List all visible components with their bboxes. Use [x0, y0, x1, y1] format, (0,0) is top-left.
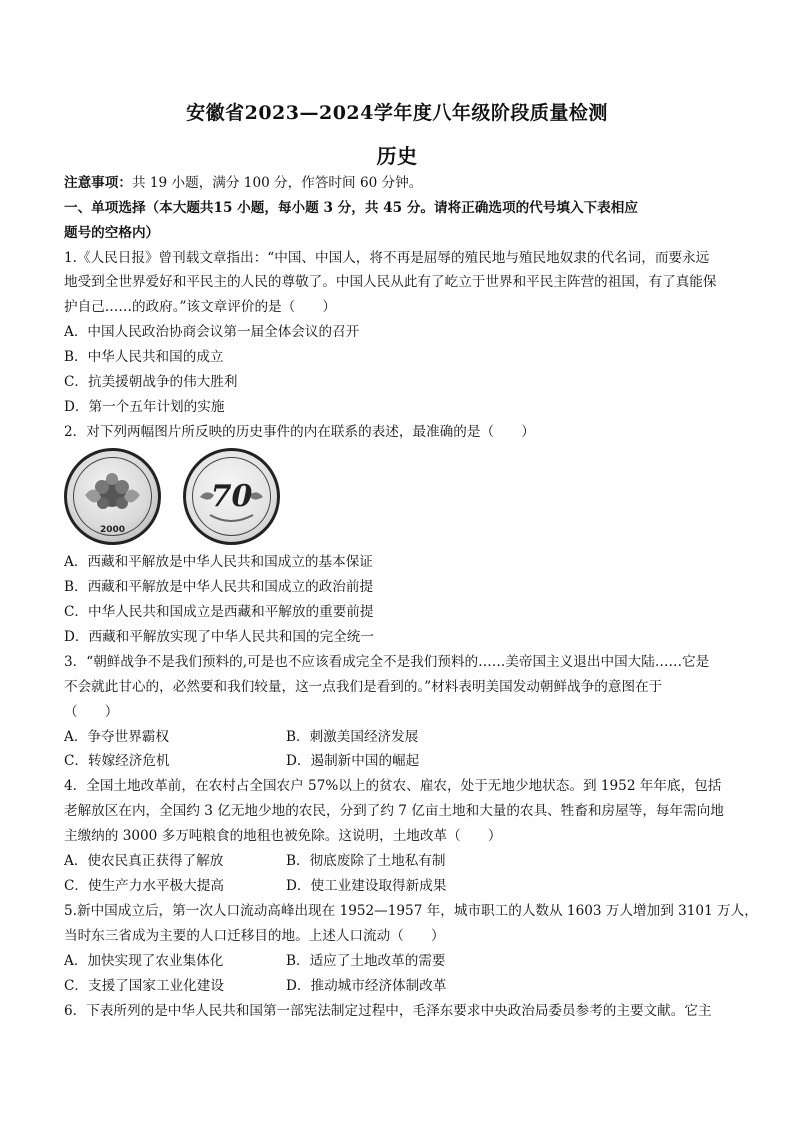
q2-option-b: B．西藏和平解放是中华人民共和国成立的政治前提	[64, 579, 374, 595]
q2-option-a: A．西藏和平解放是中华人民共和国成立的基本保证	[64, 554, 373, 570]
section-heading-line-2: 题号的空格内）	[64, 225, 160, 241]
q2-stem: 2．对下列两幅图片所反映的历史事件的内在联系的表述，最准确的是（ ）	[64, 424, 535, 440]
coin2-mark: 70	[210, 479, 253, 514]
q4-option-b: B．彻底废除了土地私有制	[286, 853, 446, 869]
commemorative-coin-image-1	[64, 448, 161, 545]
q4-stem-line-2: 老解放区在内，全国约 3 亿无地少地的农民，分到了约 7 亿亩土地和大量的农具、牲畜和房屋等，每年需向地	[64, 803, 724, 819]
q4-option-row-1	[64, 852, 744, 870]
q1-stem-line-1: 1.《人民日报》曾刊载文章指出：“中国、中国人，将不再是屈辱的殖民地与殖民地奴隶的代名词，而要永远	[64, 250, 710, 266]
q1-stem-line-2: 地受到全世界爱好和平民主的人民的尊敬了。中国人民从此有了屹立于世界和平民主阵营的祖国，有了真能保	[64, 274, 717, 290]
q1-option-b: B．中华人民共和国的成立	[64, 349, 224, 365]
q3-stem-line-2: 不会就此甘心的，必然要和我们较量，这一点我们是看到的。”材料表明美国发动朝鲜战争的意图在于	[64, 679, 663, 695]
q5-stem-line-1: 5.新中国成立后，第一次人口流动高峰出现在 1952—1957 年，城市职工的人数从 1603 万人增加到 3101 万人，	[64, 903, 758, 919]
q3-stem-line-1: 3．“朝鲜战争不是我们预料的,可是也不应该看成完全不是我们预料的……美帝国主义退出中国大陆……它是	[64, 654, 710, 670]
q4-option-d: D．使工业建设取得新成果	[286, 878, 447, 894]
q5-option-row-2	[64, 977, 744, 995]
q1-stem-line-3: 护自己……的政府。”该文章评价的是（ ）	[64, 299, 337, 315]
q4-stem-line-3: 主缴纳的 3000 多万吨粮食的地租也被免除。这说明，土地改革（ ）	[64, 828, 502, 844]
q5-option-a: A．加快实现了农业集体化	[64, 953, 224, 969]
coin1-year: 2000	[99, 525, 126, 535]
q3-option-c: C．转嫁经济危机	[64, 753, 170, 769]
q3-option-row-1	[64, 728, 744, 746]
q6-stem-line-1: 6．下表所列的是中华人民共和国第一部宪法制定过程中，毛泽东要求中央政治局委员参考的主要文献。它主	[64, 1003, 712, 1019]
q5-option-b: B．适应了土地改革的需要	[286, 953, 446, 969]
notice-label: 注意事项：	[64, 175, 132, 191]
q4-stem-line-1: 4．全国土地改革前，在农村占全国农户 57%以上的贫农、雇农，处于无地少地状态。到 1952 年年底，包括	[64, 778, 722, 794]
q5-option-d: D．推动城市经济体制改革	[286, 978, 447, 994]
q2-option-c: C．中华人民共和国成立是西藏和平解放的重要前提	[64, 604, 374, 620]
q2-option-d: D．西藏和平解放实现了中华人民共和国的完全统一	[64, 629, 374, 645]
q5-option-c: C．支援了国家工业化建设	[64, 978, 224, 994]
q3-option-row-2	[64, 752, 744, 770]
q4-option-row-2	[64, 877, 744, 895]
q5-stem-line-2: 当时东三省成为主要的人口迁移目的地。上述人口流动（ ）	[64, 928, 445, 944]
commemorative-coin-image-2	[183, 448, 280, 545]
q3-stem-line-3: （ ）	[64, 704, 119, 720]
q4-option-c: C．使生产力水平极大提高	[64, 878, 224, 894]
q5-option-row-1	[64, 952, 744, 970]
q3-option-a: A．争夺世界霸权	[64, 729, 169, 745]
q1-option-c: C．抗美援朝战争的伟大胜利	[64, 374, 238, 390]
q1-option-a: A．中国人民政治协商会议第一届全体会议的召开	[64, 324, 360, 340]
section-heading-line-1: 一、单项选择（本大题共15 小题，每小题 3 分，共 45 分。请将正确选项的代号填入下表相应	[64, 200, 638, 216]
subject-title: 历史	[376, 144, 418, 168]
notice-text: 共 19 小题，满分 100 分，作答时间 60 分钟。	[131, 175, 423, 191]
page-title: 安徽省2023—2024学年度八年级阶段质量检测	[186, 102, 608, 124]
q1-option-d: D．第一个五年计划的实施	[64, 399, 225, 415]
q3-option-b: B．刺激美国经济发展	[286, 729, 419, 745]
q3-option-d: D．遏制新中国的崛起	[286, 753, 420, 769]
notice-line	[64, 174, 744, 192]
q4-option-a: A．使农民真正获得了解放	[64, 853, 224, 869]
